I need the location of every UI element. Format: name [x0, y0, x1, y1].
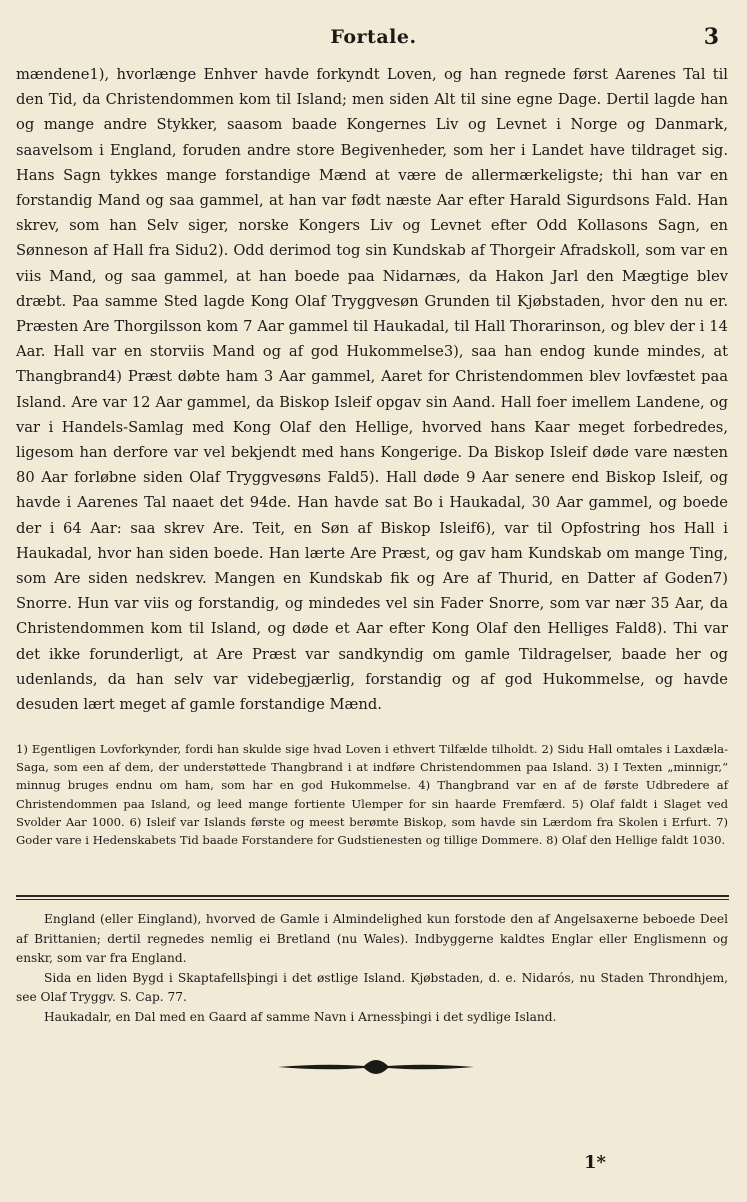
- page-header: [16, 26, 731, 56]
- page-number: 3: [703, 24, 719, 50]
- ornament-divider-icon: [276, 1058, 476, 1076]
- double-rule-divider: [16, 895, 729, 900]
- notes-section: [16, 910, 728, 1027]
- body-text: mændene1), hvorlænge Enhver havde forkyndt Loven, og han regnede først Aarenes Tal til den Tid, da Christendommen kom til Island; men siden Alt til sine egne Dage. Dertil lagde han og mange andre Stykker, saasom baade Kongernes Liv og Levnet i Norge og Danmark, saavelsom i England, foruden andre store Begivenheder, som her i Landet have tildraget sig. Hans Sagn tykkes mange forstandige Mænd at være de allermærkeligste; thi han var en forstandig Mand og saa gammel, at han var født næste Aar efter Harald Sigurdsons Fald. Han skrev, som han Selv siger, norske Kongers Liv og Levnet efter Odd Kollasons Sagn, en Sønneson af Hall fra Sidu2). Odd derimod tog sin Kundskab af Thorgeir Afradskoll, som var en viis Mand, og saa gammel, at han boede paa Nidarnæs, da Hakon Jarl den Mægtige blev dræbt. Paa samme Sted lagde Kong Olaf Tryggvesøn Grunden til Kjøbstaden, hvor den nu er. Præsten Are Thorgilsson kom 7 Aar gammel til Haukadal, til Hall Thorarinson, og blev der i 14 Aar. Hall var en storviis Mand og af god Hukommelse3), saa han endog kunde mindes, at Thangbrand4) Præst døbte ham 3 Aar gammel, Aaret for Christendommen blev lovfæstet paa Island. Are var 12 Aar gammel, da Biskop Isleif opgav sin Aand. Hall foer imellem Landene, og var i Handels-Samlag med Kong Olaf den Hellige, hvorved hans Kaar meget forbedredes, ligesom han derfore var vel bekjendt med hans Kongerige. Da Biskop Isleif døde vare næsten 80 Aar forløbne siden Olaf Tryggvesøns Fald5). Hall døde 9 Aar senere end Biskop Isleif, og havde i Aarenes Tal naaet det 94de. Han havde sat Bo i Haukadal, 30 Aar gammel, og boede der i 64 Aar: saa skrev Are. Teit, en Søn af Biskop Isleif6), var til Opfostring hos Hall i Haukadal, hvor han siden boede. Han lærte Are Præst, og gav ham Kundskab om mange Ting, som Are siden nedskrev. Mangen en Kundskab fik og Are af Thurid, en Datter af Goden7) Snorre. Hun var viis og forstandig, og mindedes vel sin Fader Snorre, som var nær 35 Aar, da Christendommen kom til Island, og døde et Aar efter Kong Olaf den Helliges Fald8). Thi var det ikke forunderligt, at Are Præst var sandkyndig om gamle Tildragelser, baade her og udenlands, da han selv var videbegjærlig, forstandig og af god Hukommelse, og havde desuden lært meget af gamle forstandige Mænd.: [16, 66, 728, 714]
- note-england: England (eller Eingland), hvorved de Gamle i Almindelighed kun forstode den af Angelsaxerne beboede Deel af Brittanien; dertil regnedes nemlig ei Bretland (nu Wales). Indbyggerne kaldtes Englar eller Englismenn og enskr, som var fra England.: [16, 912, 728, 965]
- page-title: Fortale.: [330, 26, 417, 48]
- note-haukadalr: Haukadalr, en Dal med en Gaard af samme Navn i Arnessþingi i det sydlige Island.: [44, 1009, 557, 1024]
- signature-mark: 1*: [584, 1152, 606, 1173]
- footnotes: 1) Egentligen Lovforkynder, fordi han skulde sige hvad Loven i ethvert Tilfælde tilholdt. 2) Sidu Hall omtales i Laxdæla-Saga, som een af dem, der understøttede Thangbrand i at indføre Christendommen paa Island. 3) I Texten „minnigr,“ minnug bruges endnu om ham, som har en god Hukommelse. 4) Thangbrand var en af de første Udbredere af Christendommen paa Island, og leed mange fortiente Ulemper for sin haarde Fremfærd. 5) Olaf faldt i Slaget ved Svolder Aar 1000. 6) Isleif var Islands første og meest berømte Biskop, som havde sin Lærdom fra Skolen i Erfurt. 7) Goder vare i Hedenskabets Tid baade Forstandere for Gudstienesten og tillige Dommere. 8) Olaf den Hellige faldt 1030.: [16, 742, 728, 848]
- note-sida: Sida en liden Bygd i Skaptafellsþingi i det østlige Island. Kjøbstaden, d. e. Nidarós, nu Staden Throndhjem, see Olaf Tryggv. S. Cap. 77.: [16, 970, 728, 1004]
